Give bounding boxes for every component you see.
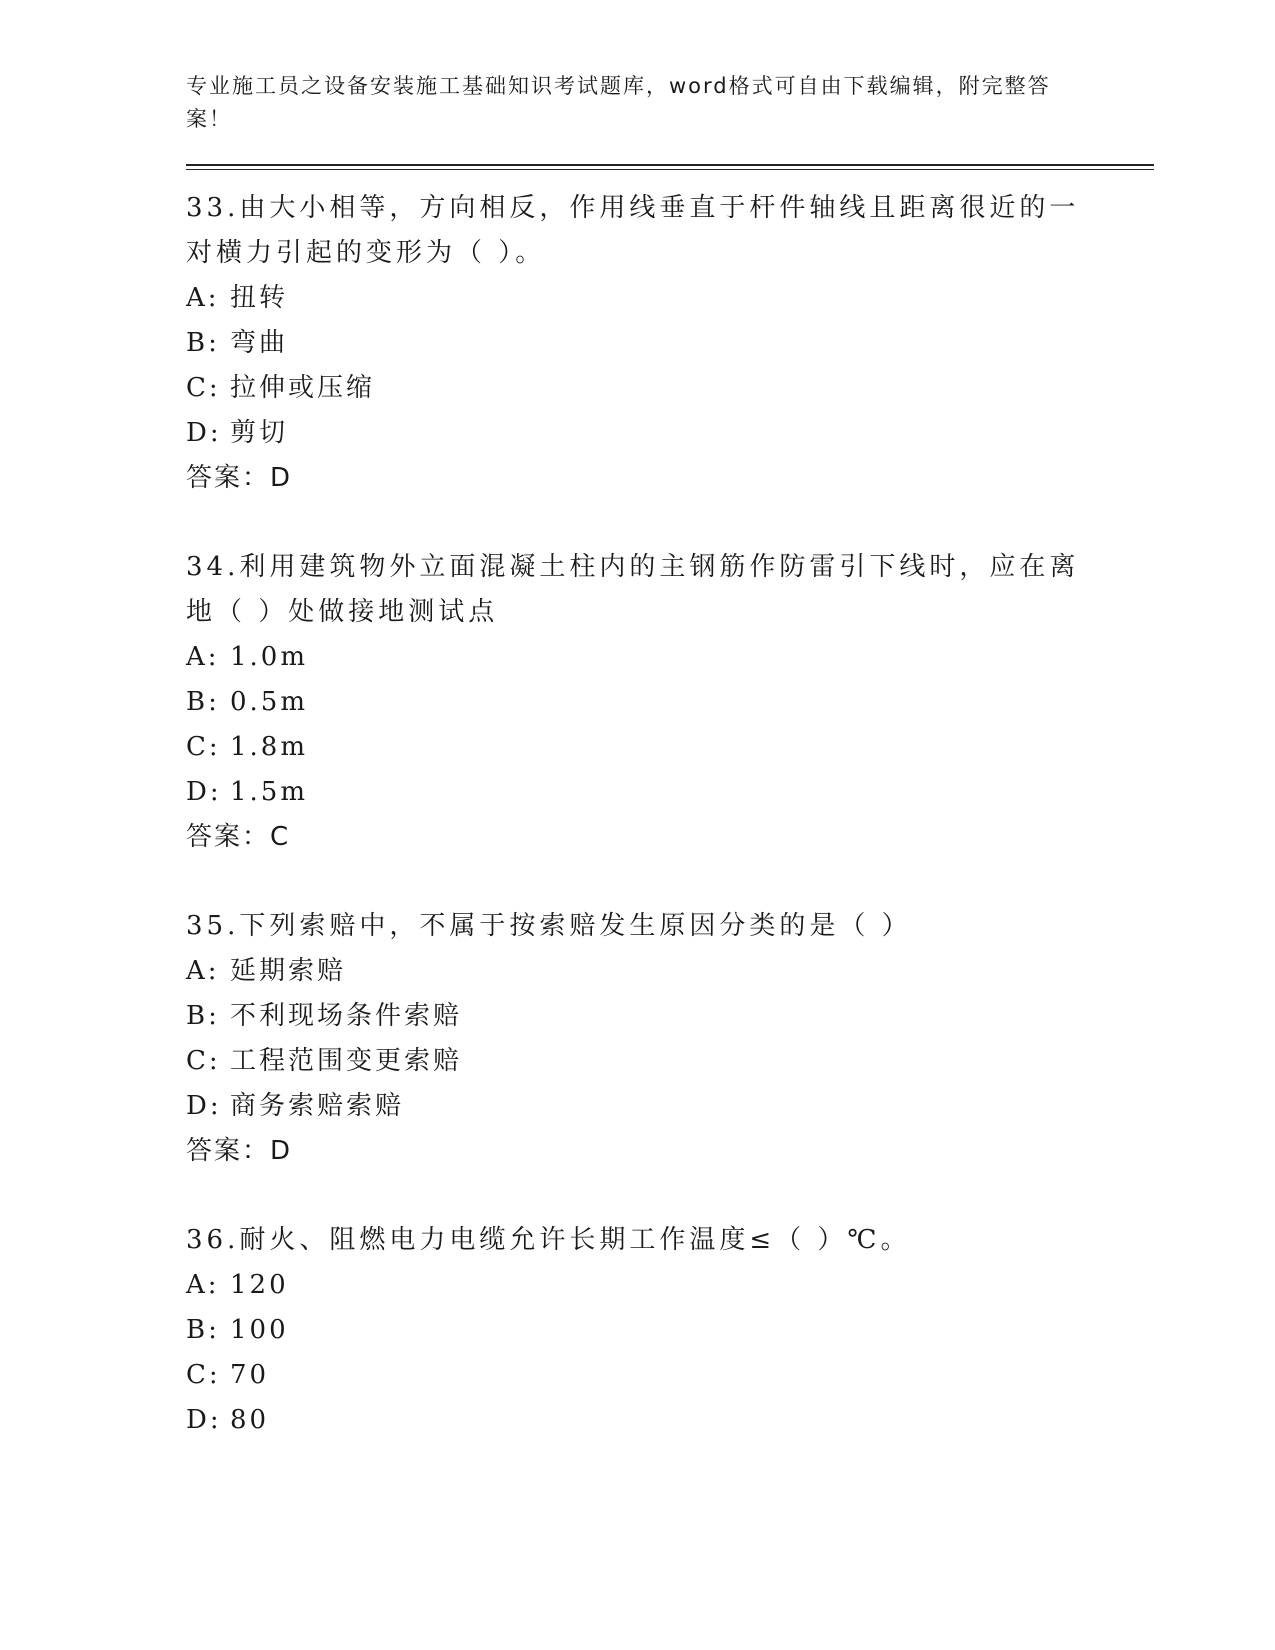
- option-text: 商务索赔索赔: [230, 1091, 405, 1121]
- question-stem: 35.下列索赔中，不属于按索赔发生原因分类的是（ ）: [186, 911, 912, 941]
- option-d: [186, 411, 1156, 456]
- option-text: 1.0m: [230, 642, 309, 672]
- option-text: 剪切: [230, 418, 289, 448]
- option-letter: B:: [186, 1001, 220, 1031]
- option-d: [186, 770, 1156, 815]
- option-letter: C:: [186, 732, 221, 762]
- option-text: 70: [230, 1360, 270, 1390]
- option-b: [186, 680, 1156, 725]
- option-text: 工程范围变更索赔: [230, 1046, 463, 1076]
- header-divider-thick: [186, 164, 1154, 166]
- option-letter: A:: [186, 642, 220, 672]
- option-a: [186, 949, 1156, 994]
- option-d: [186, 1398, 1156, 1443]
- option-letter: B:: [186, 1315, 220, 1345]
- option-letter: D:: [186, 1405, 222, 1435]
- option-b: [186, 994, 1156, 1039]
- option-a: [186, 1263, 1156, 1308]
- header-divider-thin: [186, 169, 1154, 170]
- option-text: 1.5m: [230, 777, 309, 807]
- question-stem: 36.耐火、阻燃电力电缆允许长期工作温度≤（ ）℃。: [186, 1225, 911, 1255]
- option-text: 不利现场条件索赔: [230, 1001, 463, 1031]
- question-33: [186, 186, 1156, 501]
- question-stem: 33.由大小相等，方向相反，作用线垂直于杆件轴线且距离很近的一对横力引起的变形为（ ）。: [186, 193, 1080, 268]
- answer-line: 答案：C: [186, 822, 291, 852]
- option-letter: D:: [186, 1091, 222, 1121]
- option-b: [186, 1308, 1156, 1353]
- option-letter: A:: [186, 1270, 220, 1300]
- option-text: 拉伸或压缩: [230, 373, 376, 403]
- option-letter: C:: [186, 373, 221, 403]
- option-text: 0.5m: [230, 687, 309, 717]
- option-letter: C:: [186, 1360, 221, 1390]
- option-text: 延期索赔: [230, 956, 347, 986]
- option-text: 80: [230, 1405, 270, 1435]
- option-c: [186, 725, 1156, 770]
- option-text: 120: [230, 1270, 289, 1300]
- option-b: [186, 321, 1156, 366]
- option-letter: B:: [186, 687, 220, 717]
- question-36: [186, 1218, 1156, 1443]
- option-letter: A:: [186, 283, 220, 313]
- option-letter: D:: [186, 777, 222, 807]
- option-text: 100: [230, 1315, 289, 1345]
- option-d: [186, 1084, 1156, 1129]
- option-letter: D:: [186, 418, 222, 448]
- option-c: [186, 366, 1156, 411]
- question-list: [186, 186, 1156, 1443]
- option-letter: B:: [186, 328, 220, 358]
- answer-line: 答案：D: [186, 463, 293, 493]
- option-letter: C:: [186, 1046, 221, 1076]
- document-page: [186, 70, 1156, 1487]
- answer-line: 答案：D: [186, 1136, 293, 1166]
- document-header: 专业施工员之设备安装施工基础知识考试题库，word格式可自由下载编辑，附完整答案！: [186, 74, 1051, 131]
- option-a: [186, 276, 1156, 321]
- option-text: 1.8m: [230, 732, 309, 762]
- question-stem: 34.利用建筑物外立面混凝土柱内的主钢筋作防雷引下线时，应在离地（ ）处做接地测试点: [186, 552, 1080, 627]
- question-35: [186, 904, 1156, 1174]
- option-c: [186, 1353, 1156, 1398]
- option-text: 扭转: [230, 283, 289, 313]
- option-a: [186, 635, 1156, 680]
- option-text: 弯曲: [230, 328, 289, 358]
- option-letter: A:: [186, 956, 220, 986]
- option-c: [186, 1039, 1156, 1084]
- question-34: [186, 545, 1156, 860]
